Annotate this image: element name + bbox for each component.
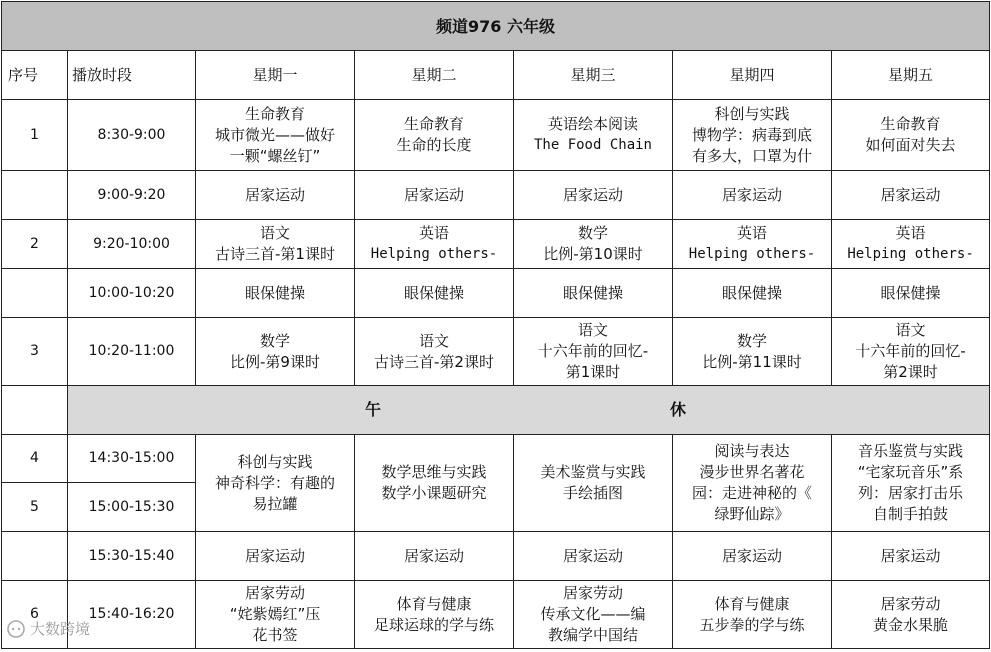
course-line: 体育与健康	[396, 594, 472, 613]
course-line: 眼保健操	[403, 283, 464, 302]
course-cell	[673, 581, 832, 649]
table-row	[2, 435, 990, 483]
course-line: 花书签	[252, 626, 298, 644]
course-line: 语文	[418, 331, 449, 350]
course-line: 数学	[259, 331, 290, 350]
course-line: 英语绘本阅读	[547, 115, 638, 133]
course-line: 列：居家打击乐	[858, 484, 964, 502]
course-line: 比例-第9课时	[230, 352, 320, 371]
course-line: 科创与实践	[714, 104, 790, 123]
course-line: 音乐鉴赏与实践	[858, 442, 964, 460]
table-row	[2, 532, 990, 581]
watermark-text: 大数跨境	[30, 620, 91, 638]
seq-cell: 6	[2, 581, 68, 649]
course-cell	[832, 532, 990, 581]
course-line: 眼保健操	[244, 283, 305, 302]
time-cell: 8:30-9:00	[68, 100, 196, 171]
course-line: 黄金水果脆	[873, 615, 949, 634]
course-line: 美术鉴赏与实践	[540, 463, 646, 481]
course-line: 语文	[577, 321, 608, 339]
course-line: 居家劳动	[244, 584, 305, 602]
course-line: 眼保健操	[562, 283, 623, 302]
watermark	[6, 618, 90, 639]
course-cell	[832, 100, 990, 171]
course-line: 眼保健操	[721, 283, 782, 302]
course-cell	[673, 318, 832, 386]
course-line: 英语	[418, 224, 449, 242]
course-cell	[832, 269, 990, 318]
course-line: 体育与健康	[714, 594, 790, 613]
table-row	[2, 100, 990, 171]
course-line: 居家运动	[880, 185, 941, 204]
course-line: 眼保健操	[880, 283, 941, 302]
course-cell	[196, 100, 355, 171]
course-cell	[355, 581, 514, 649]
course-line: 居家运动	[403, 546, 464, 565]
table-row	[2, 318, 990, 386]
course-line: 居家劳动	[880, 594, 941, 613]
lunch-banner	[68, 386, 990, 435]
table-row	[2, 269, 990, 318]
course-cell	[832, 581, 990, 649]
course-cell	[196, 318, 355, 386]
seq-cell: 2	[2, 220, 68, 269]
seq-cell: 5	[2, 483, 68, 532]
course-line: 比例-第11课时	[702, 352, 802, 371]
course-line: 园：走进神秘的《	[691, 484, 812, 502]
course-line: 生命教育	[403, 115, 464, 133]
course-cell	[355, 318, 514, 386]
course-cell	[355, 220, 514, 269]
course-line: 足球运球的学与练	[373, 615, 494, 634]
course-line: 数学	[577, 224, 608, 242]
header-wednesday: 星期三	[514, 51, 673, 100]
course-cell	[514, 269, 673, 318]
course-cell	[355, 171, 514, 220]
course-line: 数学思维与实践	[381, 463, 487, 481]
course-cell	[514, 318, 673, 386]
course-line: 生命的长度	[396, 136, 472, 154]
table-row	[2, 171, 990, 220]
header-time: 播放时段	[68, 51, 196, 100]
course-line: 十六年前的回忆-	[855, 342, 966, 360]
header-monday: 星期一	[196, 51, 355, 100]
time-cell: 14:30-15:00	[68, 435, 196, 483]
table-row	[2, 581, 990, 649]
course-cell	[673, 532, 832, 581]
course-line: 古诗三首-第1课时	[215, 245, 335, 263]
course-line: 十六年前的回忆-	[537, 342, 649, 360]
course-cell	[673, 100, 832, 171]
chat-bubble-icon	[6, 619, 26, 639]
course-cell	[355, 269, 514, 318]
lunch-label-a: 午	[365, 400, 382, 419]
course-cell	[832, 171, 990, 220]
course-cell	[673, 220, 832, 269]
course-line: 居家运动	[721, 185, 782, 204]
course-cell	[832, 220, 990, 269]
course-cell	[514, 435, 673, 532]
course-line: Helping others-	[370, 246, 498, 262]
seq-cell	[2, 532, 68, 581]
lunch-label-b: 休	[670, 400, 687, 419]
course-line: 居家运动	[880, 546, 941, 565]
course-line: 居家运动	[403, 185, 464, 204]
course-line: 如何面对失去	[865, 136, 956, 154]
course-line: 生命教育	[880, 115, 941, 133]
seq-cell: 1	[2, 100, 68, 171]
seq-cell	[2, 269, 68, 318]
header-seq: 序号	[2, 51, 68, 100]
course-line: 手绘插图	[562, 484, 623, 502]
course-line: “宅家玩音乐”系	[857, 463, 964, 481]
course-line: The Food Chain	[533, 137, 652, 153]
seq-cell	[2, 171, 68, 220]
course-line: 数学	[736, 331, 767, 350]
course-line: 易拉罐	[252, 494, 298, 513]
header-thursday: 星期四	[673, 51, 832, 100]
course-cell	[673, 269, 832, 318]
course-cell	[355, 100, 514, 171]
course-cell	[196, 532, 355, 581]
course-line: 绿野仙踪》	[714, 505, 790, 523]
course-line: 一颗“螺丝钉”	[229, 146, 321, 165]
course-line: 居家运动	[562, 546, 623, 565]
course-line: 博物学：病毒到底	[691, 125, 812, 144]
course-cell	[673, 435, 832, 532]
course-cell	[514, 220, 673, 269]
lunch-row	[2, 386, 990, 435]
seq-cell: 3	[2, 318, 68, 386]
header-tuesday: 星期二	[355, 51, 514, 100]
course-line: 英语	[736, 224, 767, 242]
time-cell: 15:40-16:20	[68, 581, 196, 649]
time-cell: 10:20-11:00	[68, 318, 196, 386]
course-line: 有多大，口罩为什	[691, 146, 812, 165]
schedule-table	[1, 1, 990, 649]
course-cell	[355, 435, 514, 532]
course-cell	[196, 269, 355, 318]
seq-cell: 4	[2, 435, 68, 483]
course-line: 居家运动	[244, 546, 305, 565]
course-line: 语文	[259, 224, 290, 242]
course-line: Helping others-	[688, 246, 816, 262]
course-line: 城市微光——做好	[214, 125, 335, 144]
course-cell	[514, 171, 673, 220]
course-line: 英语	[895, 224, 926, 242]
course-line: 数学小课题研究	[381, 484, 487, 502]
course-line: 居家运动	[562, 185, 623, 204]
time-cell: 15:30-15:40	[68, 532, 196, 581]
table-title: 频道976 六年级	[2, 2, 990, 51]
course-cell	[355, 532, 514, 581]
course-line: Helping others-	[847, 246, 974, 262]
course-cell	[514, 532, 673, 581]
time-cell: 9:20-10:00	[68, 220, 196, 269]
course-cell	[514, 581, 673, 649]
course-cell	[832, 435, 990, 532]
time-cell: 10:00-10:20	[68, 269, 196, 318]
course-line: 第2课时	[883, 363, 938, 381]
course-line: “姹紫嫣红”压	[229, 605, 321, 623]
time-cell: 9:00-9:20	[68, 171, 196, 220]
course-line: 居家运动	[244, 185, 305, 204]
course-cell	[196, 435, 355, 532]
course-cell	[832, 318, 990, 386]
table-row	[2, 220, 990, 269]
course-line: 科创与实践	[237, 452, 313, 471]
course-line: 阅读与表达	[714, 442, 790, 460]
lunch-seq	[2, 386, 68, 435]
course-line: 比例-第10课时	[543, 245, 643, 263]
course-line: 神奇科学：有趣的	[214, 473, 335, 492]
course-line: 自制手拍鼓	[873, 505, 949, 523]
course-line: 语文	[895, 321, 926, 339]
course-line: 生命教育	[244, 104, 305, 123]
course-line: 传承文化——编	[540, 605, 646, 623]
header-row	[2, 51, 990, 100]
course-line: 漫步世界名著花	[699, 463, 805, 481]
course-cell	[514, 100, 673, 171]
course-cell	[196, 581, 355, 649]
course-line: 居家劳动	[562, 584, 623, 602]
course-line: 教编学中国结	[547, 626, 638, 644]
course-line: 第1课时	[565, 363, 621, 381]
course-line: 五步拳的学与练	[699, 615, 805, 634]
time-cell: 15:00-15:30	[68, 483, 196, 532]
header-friday: 星期五	[832, 51, 990, 100]
course-cell	[196, 171, 355, 220]
course-line: 居家运动	[721, 546, 782, 565]
course-line: 古诗三首-第2课时	[374, 352, 494, 371]
course-cell	[196, 220, 355, 269]
course-cell	[673, 171, 832, 220]
